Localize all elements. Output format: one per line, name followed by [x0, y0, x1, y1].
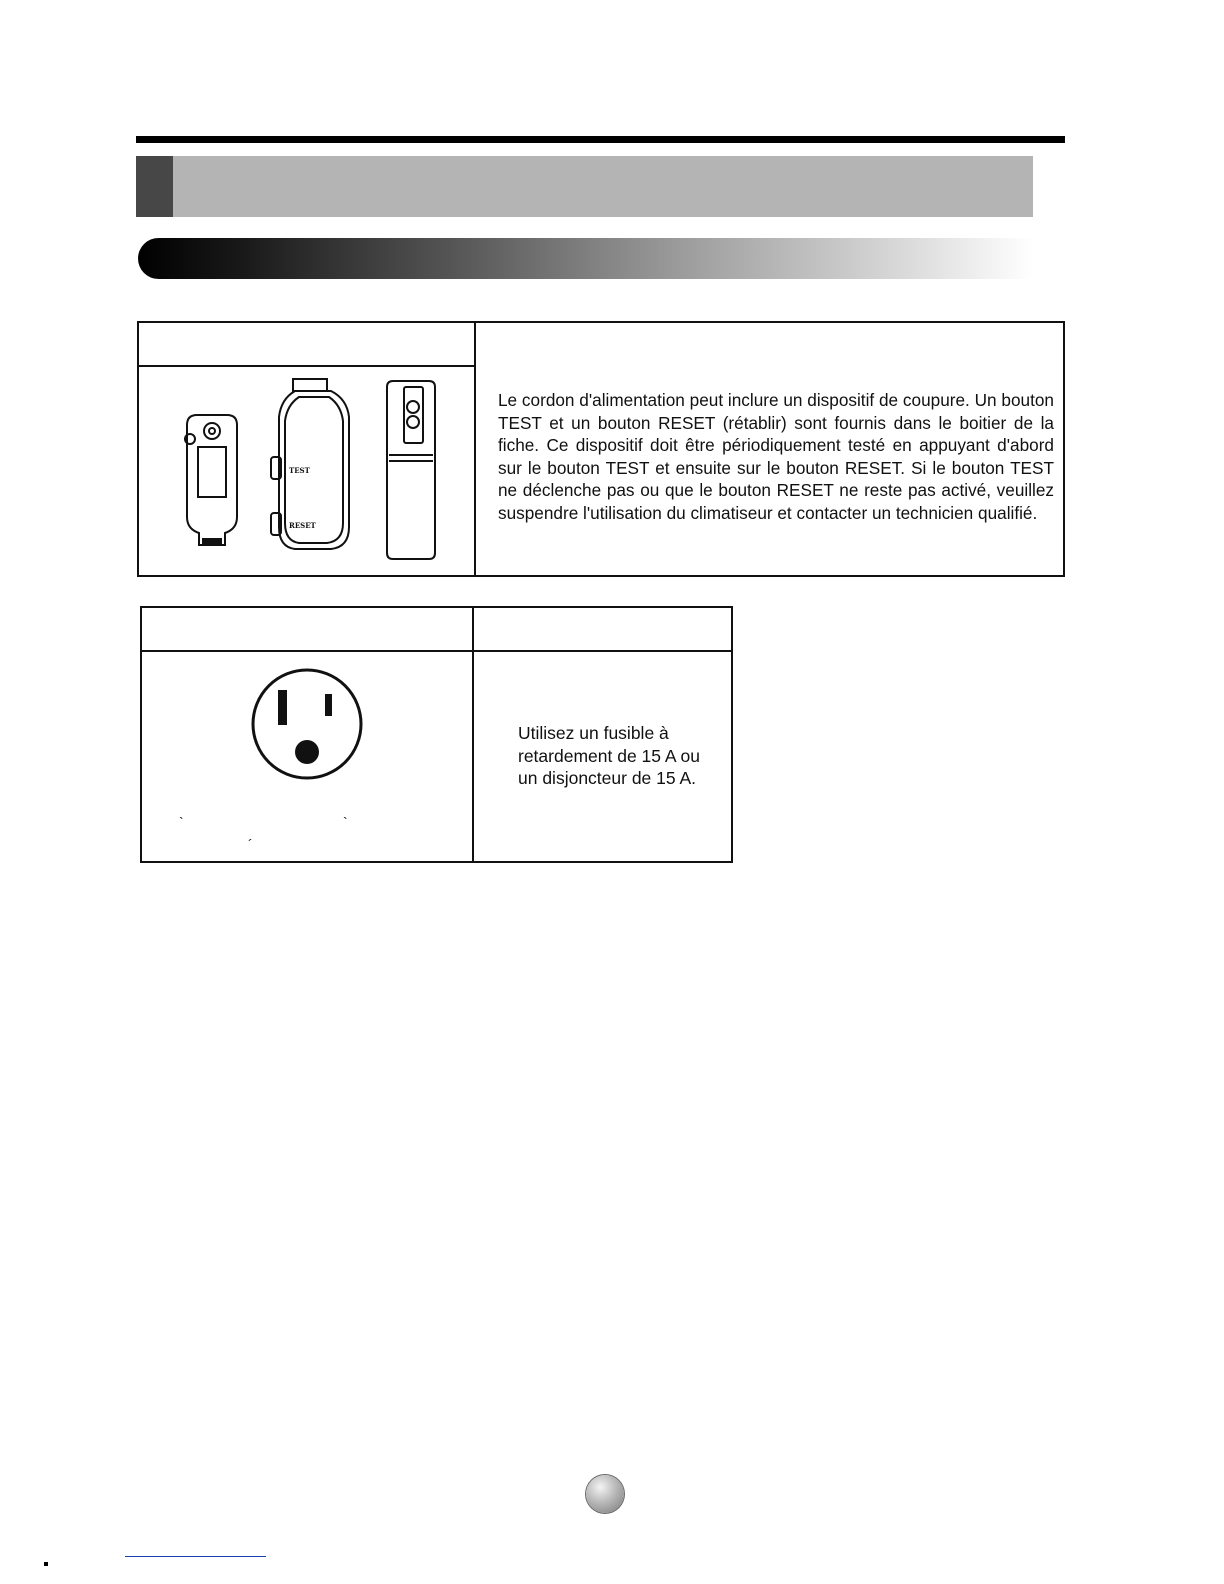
plug-test-label: TEST	[289, 466, 310, 475]
power-cord-plugs-illustration	[177, 377, 437, 567]
footer-link-underline[interactable]	[125, 1556, 266, 1557]
box-column-divider	[474, 323, 476, 575]
plug-small-icon	[185, 415, 237, 545]
box-header-divider	[142, 650, 731, 652]
corner-mark	[44, 1562, 48, 1566]
gfci-info-box	[137, 321, 1065, 577]
outlet-mark: ´	[248, 836, 253, 852]
subsection-gradient-bar	[138, 238, 1033, 279]
box-column-divider	[472, 608, 474, 861]
gfci-description: Le cordon d'alimentation peut inclure un dispositif de coupure. Un bouton TEST et un bouton RESET (rétablir) sont fournis dans le boitier de la fiche. Ce dispositif doit être périodiquement testé en appuyant d'abord sur le bouton TEST et ensuite sur le bouton RESET. Si le bouton TEST ne déclenche pas ou que le bouton RESET ne reste pas activé, veuillez suspendre l'utilisation du climatiseur et contacter un technicien qualifié.	[498, 390, 1054, 523]
plug-reset-label: RESET	[289, 521, 316, 530]
outlet-icon	[249, 666, 365, 782]
fuse-instruction: Utilisez un fusible à retardement de 15 A ou un disjoncteur de 15 A.	[518, 723, 700, 788]
section-header-accent	[136, 156, 173, 217]
top-rule	[136, 136, 1065, 143]
outlet-mark: `	[179, 814, 184, 830]
box-header-divider	[139, 365, 475, 367]
page-number-dot	[586, 1475, 624, 1513]
outlet-mark: `	[343, 814, 348, 830]
section-header-band	[136, 156, 1033, 217]
fuse-info-box	[140, 606, 733, 863]
plug-remote-icon	[387, 381, 435, 559]
